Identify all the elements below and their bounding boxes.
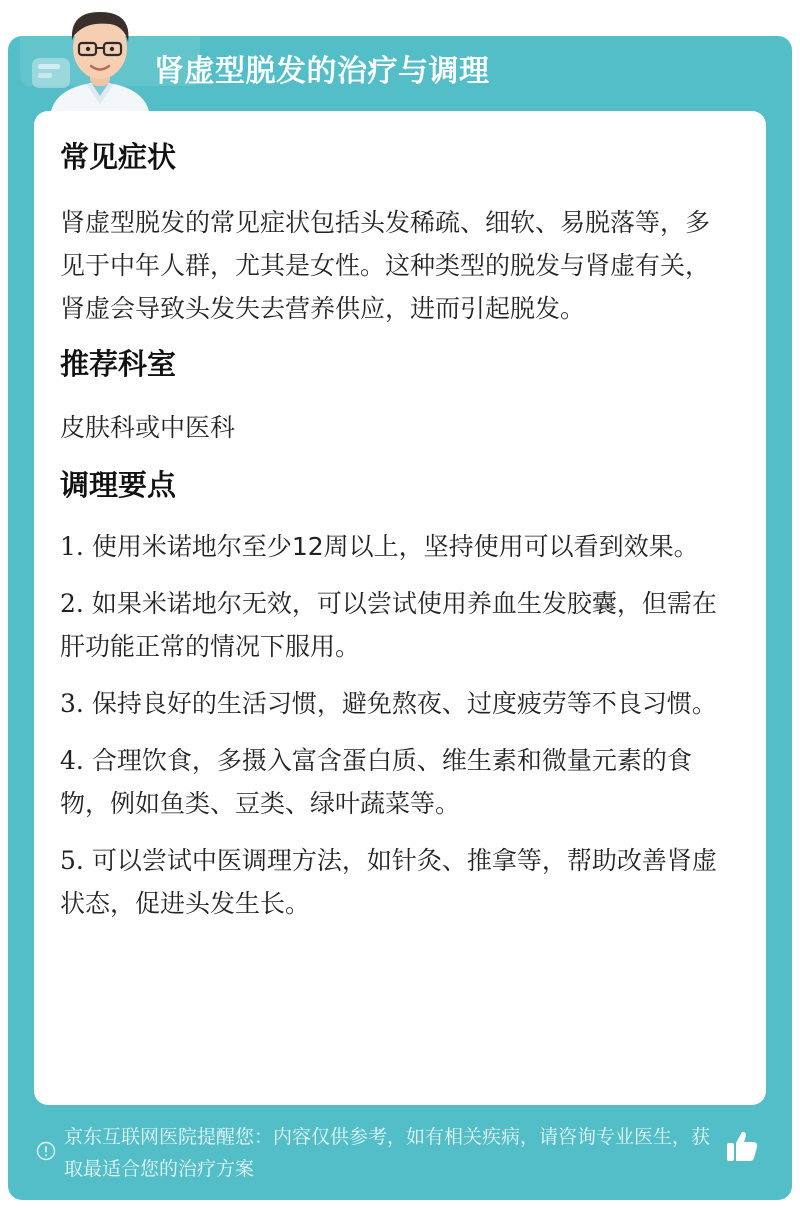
department-heading: 推荐科室: [60, 347, 177, 381]
tip-text: 使用米诺地尔至少12周以上，坚持使用可以看到效果。: [91, 532, 699, 561]
doctor-avatar: [40, 4, 160, 116]
symptoms-heading: 常见症状: [60, 140, 177, 174]
tip-number: 2.: [60, 589, 84, 618]
department-text: 皮肤科或中医科: [60, 413, 236, 442]
page-title: 肾虚型脱发的治疗与调理: [154, 54, 490, 89]
tip-item: [60, 682, 728, 725]
tip-item: [60, 582, 728, 668]
tip-number: 3.: [60, 689, 84, 718]
tip-text: 可以尝试中医调理方法，如针灸、推拿等，帮助改善肾虚状态，促进头发生长。: [60, 846, 717, 918]
tip-item: [60, 739, 728, 825]
tip-text: 合理饮食，多摄入富含蛋白质、维生素和微量元素的食物，例如鱼类、豆类、绿叶蔬菜等。: [60, 746, 692, 818]
tip-text: 如果米诺地尔无效，可以尝试使用养血生发胶囊，但需在肝功能正常的情况下服用。: [60, 589, 717, 661]
tip-text: 保持良好的生活习惯，避免熬夜、过度疲劳等不良习惯。: [91, 689, 717, 718]
thumbs-up-icon[interactable]: [724, 1128, 760, 1164]
tips-heading: 调理要点: [60, 468, 177, 502]
tip-item: [60, 839, 728, 925]
info-icon: [36, 1141, 56, 1161]
tip-number: 4.: [60, 746, 84, 775]
symptoms-text: 肾虚型脱发的常见症状包括头发稀疏、细软、易脱落等，多见于中年人群，尤其是女性。这种类型的脱发与肾虚有关，肾虚会导致头发失去营养供应，进而引起脱发。: [60, 208, 711, 323]
content-card: [34, 111, 766, 1105]
tip-number: 1.: [60, 532, 84, 561]
card-content: [60, 133, 728, 939]
tip-item: [60, 525, 728, 568]
tip-number: 5.: [60, 846, 84, 875]
footer-disclaimer: 京东互联网医院提醒您：内容仅供参考，如有相关疾病，请咨询专业医生，获取最适合您的治疗方案: [64, 1126, 711, 1180]
